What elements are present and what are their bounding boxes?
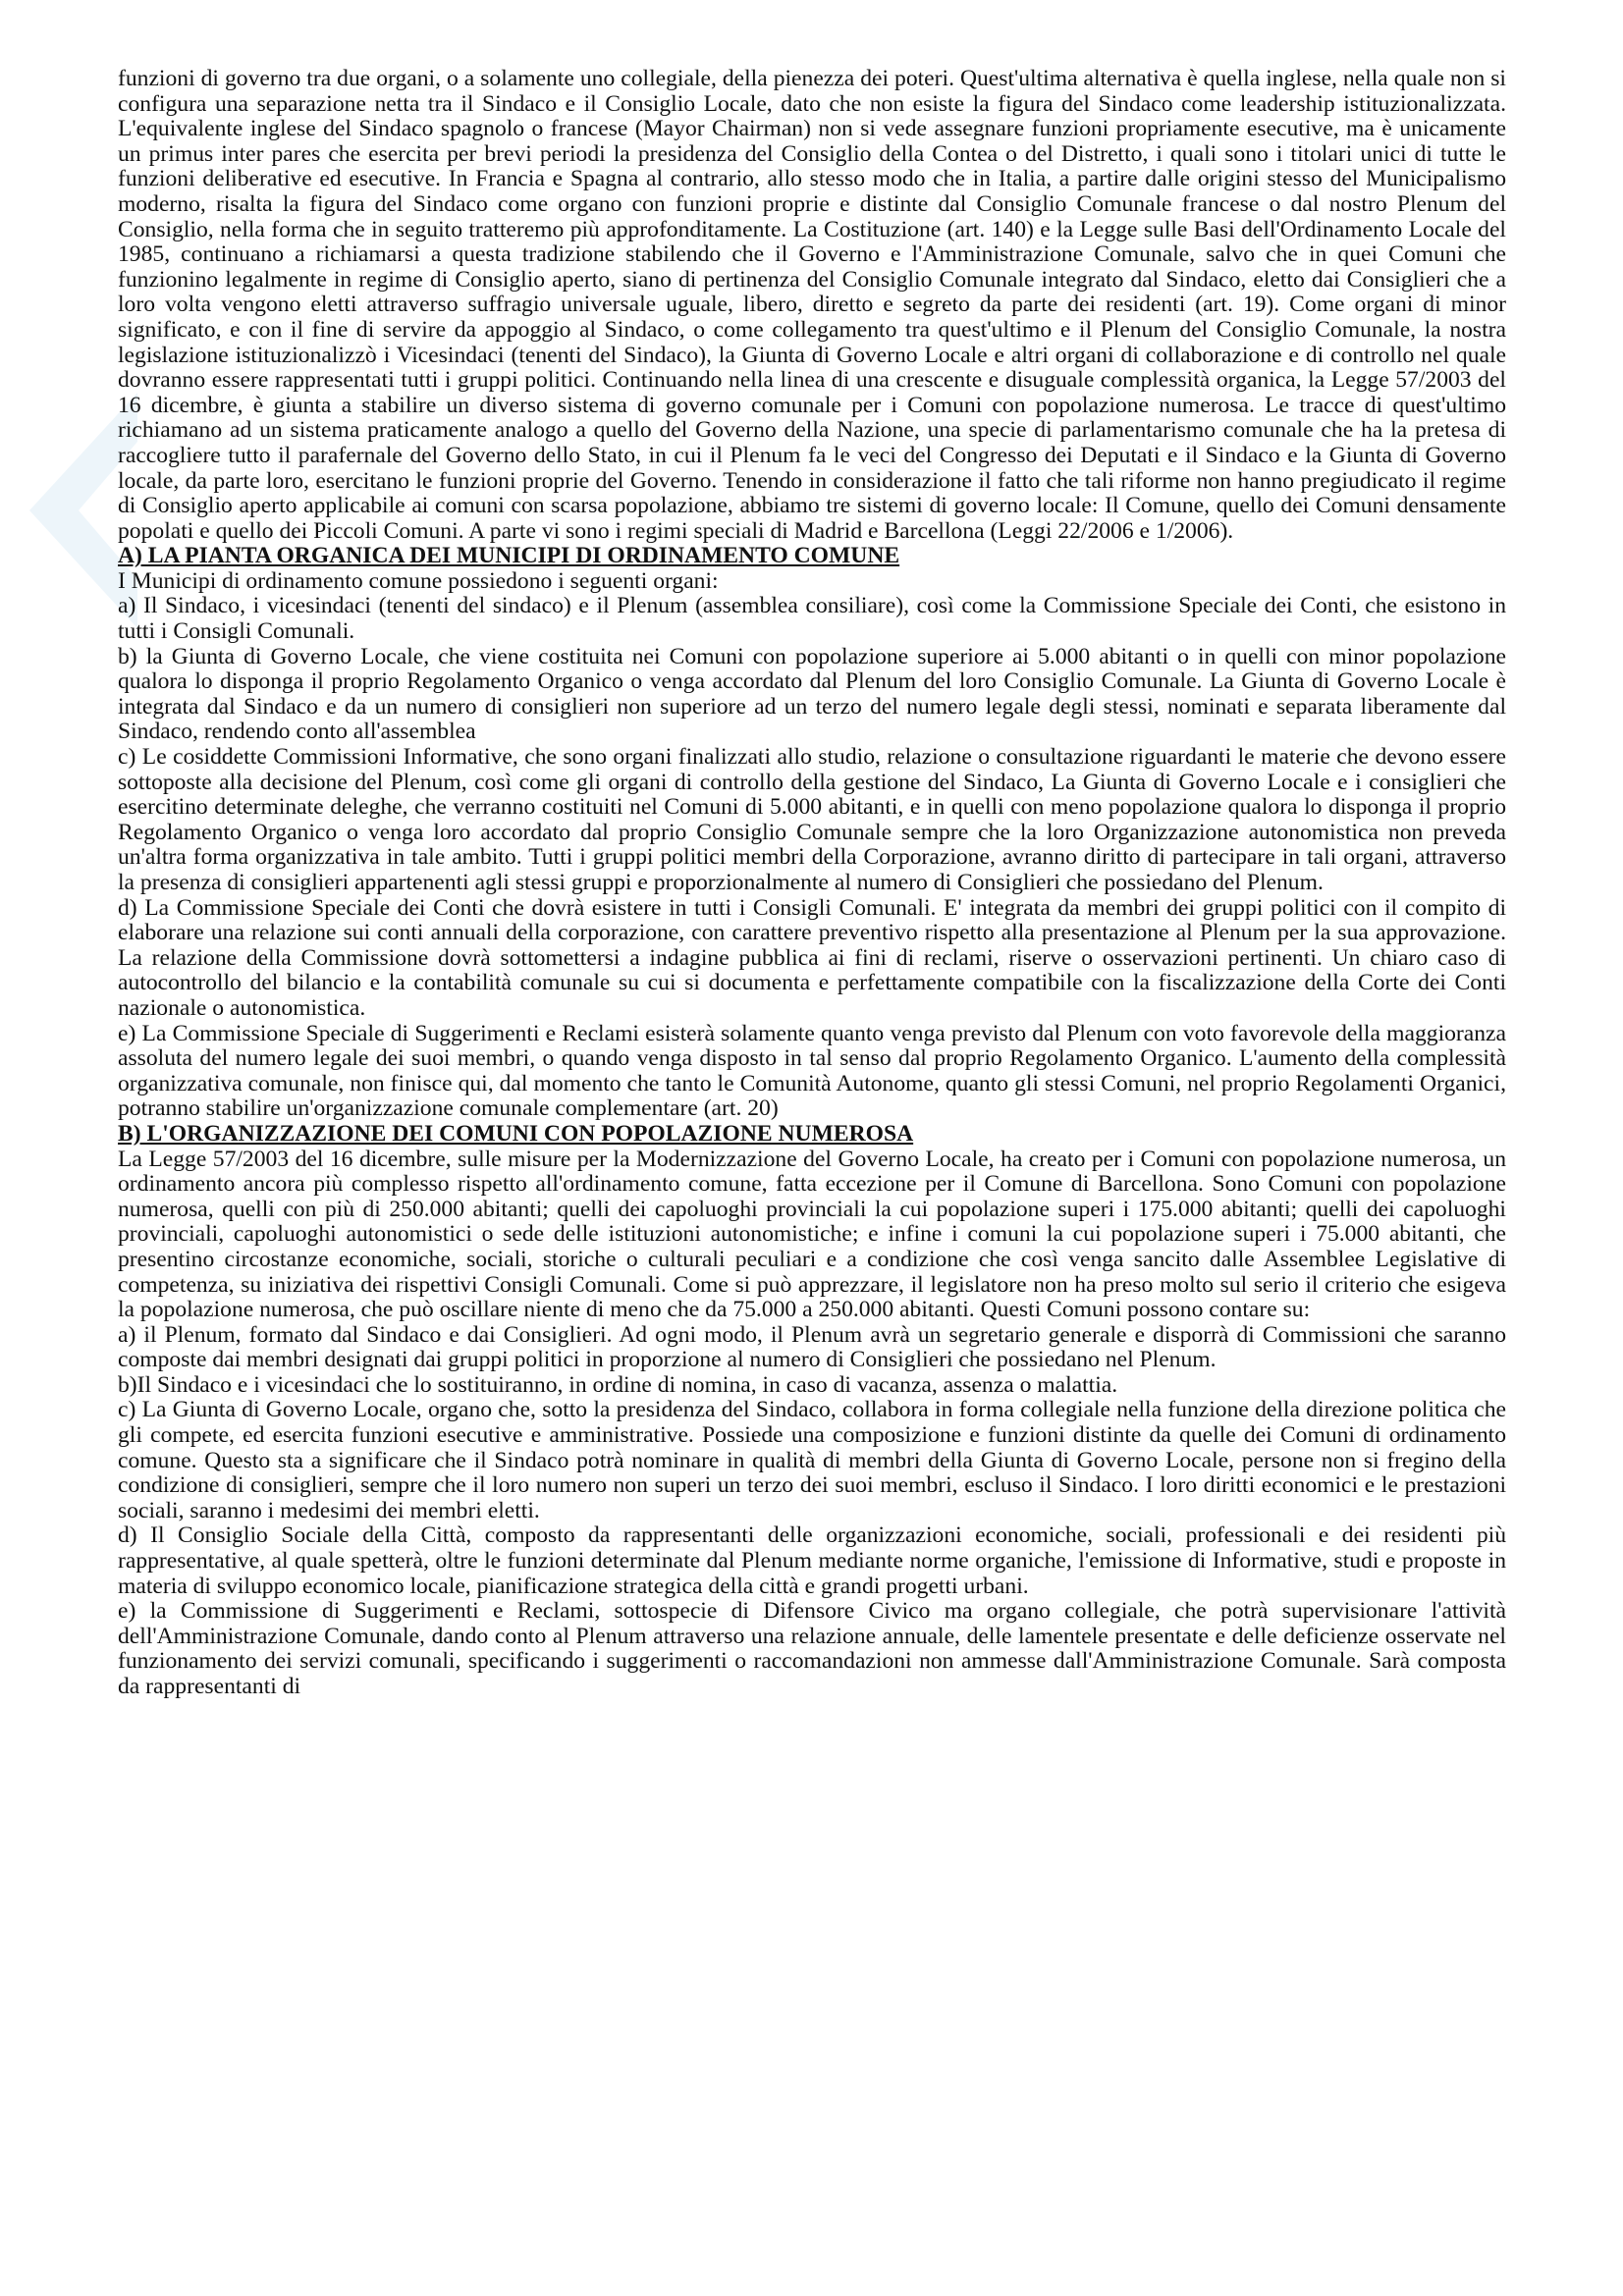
document-page: [118, 67, 1506, 1700]
list-item-d: d) La Commissione Speciale dei Conti che dovrà esistere in tutti i Consigli Comunali. E' integrata da membri dei gruppi politici con il compito di elaborare una relazione sui conti annuali della corporazione, con carattere preventivo rispetto alla presentazione al Plenum per la sua approvazione. La relazione della Commissione dovrà sottomettersi a indagine pubblica ai fini di reclami, riserve o osservazioni pertinenti. Un chiaro caso di autocontrollo del bilancio e la contabilità comunale su cui si documenta e perfettamente compatibile con la fiscalizzazione della Corte dei Conti nazionale o autonomistica.: [118, 894, 1506, 1021]
list-item-e: e) La Commissione Speciale di Suggerimenti e Reclami esisterà solamente quanto venga previsto dal Plenum con voto favorevole della maggioranza assoluta del numero legale dei suoi membri, o quando venga disposto in tal senso dal proprio Regolamento Organico. L'aumento della complessità organizzativa comunale, non finisce qui, dal momento che tanto le Comunità Autonome, quanto gli stessi Comuni, nel proprio Regolamenti Organici, potranno stabilire un'organizzazione comunale complementare (art. 20): [118, 1020, 1506, 1122]
paragraph-organs-intro: I Municipi di ordinamento comune possiedono i seguenti organi:: [118, 567, 719, 594]
paragraph-intro: funzioni di governo tra due organi, o a solamente uno collegiale, della pienezza dei poteri. Quest'ultima alternativa è quella inglese, nella quale non si configura una separazione netta tra il Sindaco e il Consiglio Locale, dato che non esiste la figura del Sindaco come leadership istituzionalizzata. L'equivalente inglese del Sindaco spagnolo o francese (Mayor Chairman) non si vede assegnare funzioni propriamente esecutive, ma è unicamente un primus inter pares che esercita per brevi periodi la presidenza del Consiglio della Contea o del Distretto, i quali sono i titolari unici di tutte le funzioni deliberative ed esecutive. In Francia e Spagna al contrario, allo stesso modo che in Italia, a partire dalle origini stesso del Municipalismo moderno, risalta la figura del Sindaco come organo con funzioni proprie e distinte dal Consiglio Comunale francese o dal nostro Plenum del Consiglio, nella forma che in seguito tratteremo più approfonditamente. La Costituzione (art. 140) e la Legge sulle Basi dell'Ordinamento Locale del 1985, continuano a richiamarsi a questa tradizione stabilendo che il Governo e l'Amministrazione Comunale, salvo che in quei Comuni che funzionino legalmente in regime di Consiglio aperto, siano di pertinenza del Consiglio Comunale integrato dal Sindaco, eletto dai Consiglieri che a loro volta vengono eletti attraverso suffragio universale uguale, libero, diretto e segreto da parte dei residenti (art. 19). Come organi di minor significato, e con il fine di servire da appoggio al Sindaco, o come collegamento tra quest'ultimo e il Plenum del Consiglio Comunale, la nostra legislazione istituzionalizzò i Vicesindaci (tenenti del Sindaco), la Giunta di Governo Locale e altri organi di collaborazione e di controllo nel quale dovranno essere rappresentati tutti i gruppi politici. Continuando nella linea di una crescente e disuguale complessità organica, la Legge 57/2003 del 16 dicembre, è giunta a stabilire un diverso sistema di governo comunale per i Comuni con popolazione numerosa. Le tracce di quest'ultimo richiamano ad un sistema praticamente analogo a quello del Governo della Nazione, una specie di parlamentarismo comunale che ha la pretesa di raccogliere tutto il parafernale del Governo dello Stato, in cui il Plenum fa le veci del Congresso dei Deputati e il Sindaco e la Giunta di Governo locale, da parte loro, esercitano le funzioni proprie del Governo. Tenendo in considerazione il fatto che tali riforme non hanno pregiudicato il regime di Consiglio aperto applicabile ai comuni con scarsa popolazione, abbiamo tre sistemi di governo locale: Il Comune, quello dei Comuni densamente popolati e quello dei Piccoli Comuni. A parte vi sono i regimi speciali di Madrid e Barcellona (Leggi 22/2006 e 1/2006).: [118, 66, 1506, 544]
list-item-a: a) Il Sindaco, i vicesindaci (tenenti del sindaco) e il Plenum (assemblea consiliare), così come la Commissione Speciale dei Conti, che esistono in tutti i Consigli Comunali.: [118, 593, 1506, 645]
section-heading-a: A) LA PIANTA ORGANICA DEI MUNICIPI DI ORDINAMENTO COMUNE: [118, 543, 900, 569]
list-item-b-c: c) La Giunta di Governo Locale, organo che, sotto la presidenza del Sindaco, collabora in forma collegiale nella funzione della direzione politica che gli compete, ed esercita funzioni esecutive e amministrative. Possiede una composizione e funzioni distinte da quelle dei Comuni di ordinamento comune. Questo sta a significare che il Sindaco potrà nominare in qualità di membri della Giunta di Governo Locale, persone non si fregino della condizione di consiglieri, sempre che il loro numero non superi un terzo dei suoi membri, escluso il Sindaco. I loro diritti economici e le prestazioni sociali, saranno i medesimi dei membri eletti.: [118, 1397, 1506, 1523]
section-heading-b: B) L'ORGANIZZAZIONE DEI COMUNI CON POPOLAZIONE NUMEROSA: [118, 1120, 914, 1147]
list-item-b-b: b)Il Sindaco e i vicesindaci che lo sostituiranno, in ordine di nomina, in caso di vacanza, assenza o malattia.: [118, 1371, 1118, 1398]
paragraph-legge-57: La Legge 57/2003 del 16 dicembre, sulle misure per la Modernizzazione del Governo Locale, ha creato per i Comuni con popolazione numerosa, un ordinamento ancora più complesso rispetto all'ordinamento comune, fatta eccezione per il Comune di Barcellona. Sono Comuni con popolazione numerosa, quelli con più di 250.000 abitanti; quelli dei capoluoghi provinciali la cui popolazione superi i 175.000 abitanti; quelli dei capoluoghi provinciali, capoluoghi autonomistici o sede delle istituzioni autonomistiche; e infine i comuni la cui popolazione superi i 75.000 abitanti, che presentino circostanze economiche, sociali, storiche o culturali peculiari e a condizione che così venga sancito dalle Assemblee Legislative di competenza, su iniziativa dei rispettivi Consigli Comunali. Come si può apprezzare, il legislatore non ha preso molto sul serio il criterio che esigeva la popolazione numerosa, che può oscillare niente di meno che da 75.000 a 250.000 abitanti. Questi Comuni possono contare su:: [118, 1146, 1506, 1323]
list-item-b-a: a) il Plenum, formato dal Sindaco e dai Consiglieri. Ad ogni modo, il Plenum avrà un segretario generale e disporrà di Commissioni che saranno composte dai membri designati dai gruppi politici in proporzione al numero di Consiglieri che possiedano nel Plenum.: [118, 1321, 1506, 1373]
list-item-b-d: d) Il Consiglio Sociale della Città, composto da rappresentanti delle organizzazioni economiche, sociali, professionali e dei residenti più rappresentative, al quale spetterà, oltre le funzioni determinate dal Plenum mediante norme organiche, l'emissione di Informative, studi e proposte in materia di sviluppo economico locale, pianificazione strategica della città e grandi progetti urbani.: [118, 1522, 1506, 1599]
list-item-b: b) la Giunta di Governo Locale, che viene costituita nei Comuni con popolazione superiore ai 5.000 abitanti o in quelli con minor popolazione qualora lo disponga il proprio Regolamento Organico o venga accordato dal Plenum del loro Consiglio Comunale. La Giunta di Governo Locale è integrata dal Sindaco e da un numero di consiglieri non superiore ad un terzo del numero legale degli stessi, nominati e separata liberamente dal Sindaco, rendendo conto all'assemblea: [118, 643, 1506, 745]
list-item-c: c) Le cosiddette Commissioni Informative, che sono organi finalizzati allo studio, relazione o consultazione riguardanti le materie che devono essere sottoposte alla decisione del Plenum, così come gli organi di controllo della gestione del Sindaco, La Giunta di Governo Locale e i consiglieri che esercitino determinate deleghe, che verranno costituiti nel Comuni di 5.000 abitanti, e in quelli con meno popolazione qualora lo disponga il proprio Regolamento Organico o venga loro accordato dal proprio Consiglio Comunale sempre che la loro Organizzazione autonomistica non preveda un'altra forma organizzativa in tale ambito. Tutti i gruppi politici membri della Corporazione, avranno diritto di partecipare in tali organi, attraverso la presenza di consiglieri appartenenti agli stessi gruppi e proporzionalmente al numero di Consiglieri che possiedano del Plenum.: [118, 744, 1506, 895]
list-item-b-e: e) la Commissione di Suggerimenti e Reclami, sottospecie di Difensore Civico ma organo collegiale, che potrà supervisionare l'attività dell'Amministrazione Comunale, dando conto al Plenum attraverso una relazione annuale, delle lamentele presentate e delle deficienze osservate nel funzionamento dei servizi comunali, specificando i suggerimenti o raccomandazioni non ammesse dall'Amministrazione Comunale. Sarà composta da rappresentanti di: [118, 1598, 1506, 1699]
